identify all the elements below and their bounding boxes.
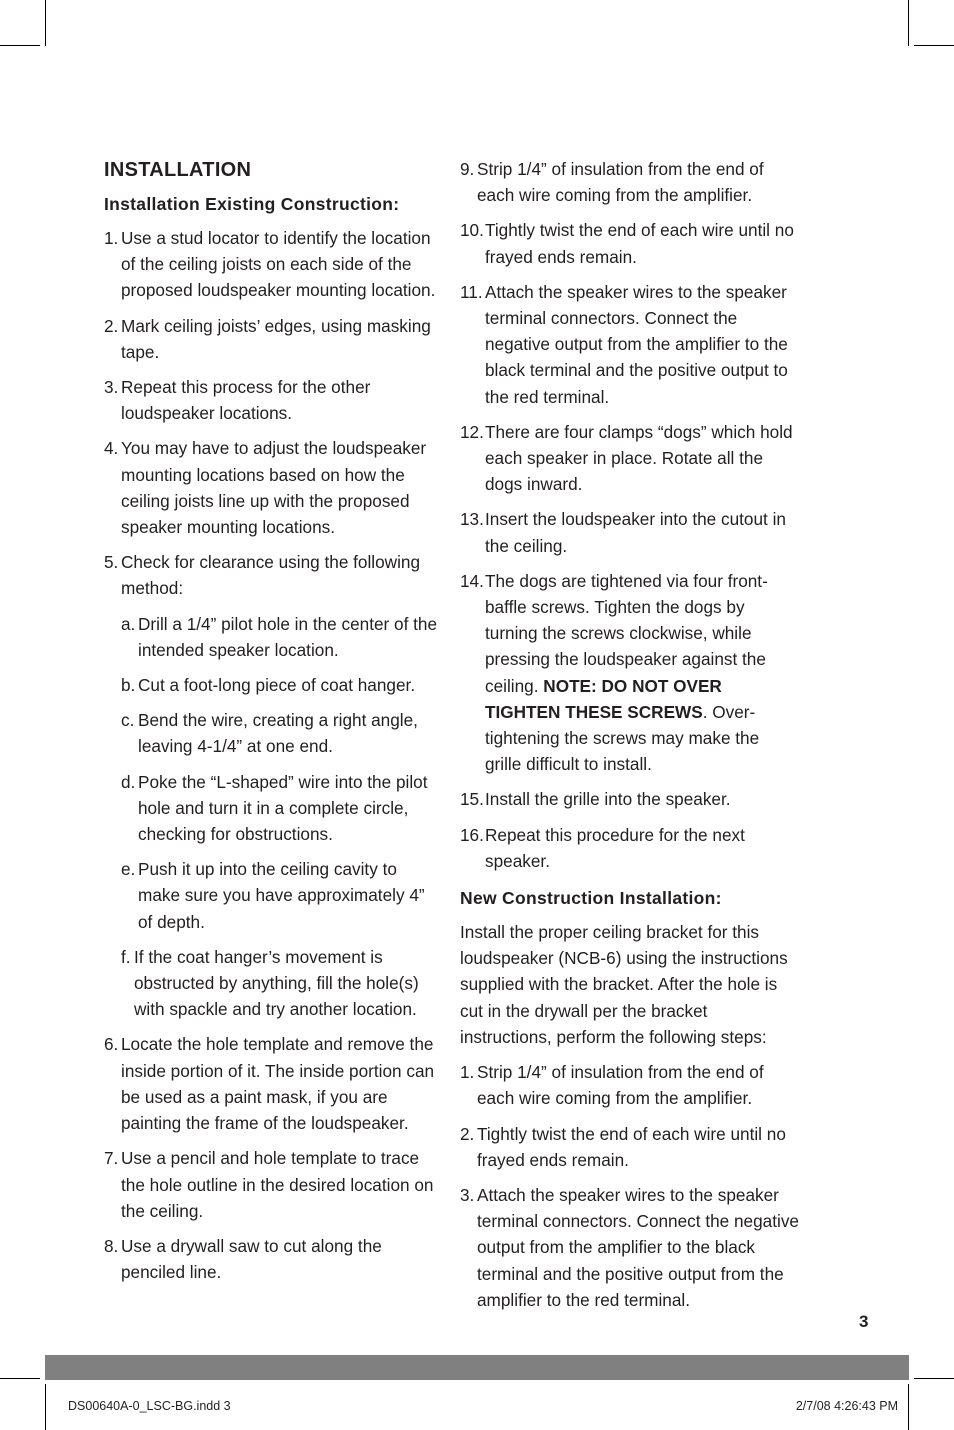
list-item: 3. Repeat this process for the other loudspeaker locations. bbox=[104, 377, 371, 424]
list-item: 4. You may have to adjust the loudspeaker mounting locations based on how the ceiling joists line up with the proposed speaker mounting locations. bbox=[104, 438, 427, 538]
list-item: 12. There are four clamps “dogs” which hold each speaker in place. Rotate all the dogs inward. bbox=[460, 421, 793, 495]
list-item: 9. Strip 1/4” of insulation from the end of each wire coming from the amplifier. bbox=[460, 159, 764, 206]
list-item: 6. Locate the hole template and remove the inside portion of it. The inside portion can be used as a paint mask, if you are painting the frame of the loudspeaker. bbox=[104, 1034, 435, 1134]
list-item: 11. Attach the speaker wires to the speaker terminal connectors. Connect the negative output from the amplifier to the black terminal and the positive output to the red terminal. bbox=[460, 281, 788, 407]
list-item: 1. Strip 1/4” of insulation from the end of each wire coming from the amplifier. bbox=[460, 1062, 764, 1109]
list-item: 14. The dogs are tightened via four front-baffle screws. Tighten the dogs by turning the screws clockwise, while pressing the loudspeaker against the ceiling. NOTE: DO NOT OVER TIGHTEN THESE SCREWS. Over-tightening the screws may make the grille difficult to install. bbox=[460, 570, 768, 775]
list-item: 8. Use a drywall saw to cut along the penciled line. bbox=[104, 1235, 382, 1283]
section-subtitle: Installation Existing Construction: bbox=[104, 194, 400, 214]
list-item: 1. Use a stud locator to identify the location of the ceiling joists on each side of the proposed loudspeaker mounting location. bbox=[104, 228, 436, 301]
list-item: 13. Insert the loudspeaker into the cutout in the ceiling. bbox=[460, 509, 786, 556]
footer-bar bbox=[45, 1355, 909, 1380]
crop-mark bbox=[45, 1384, 46, 1430]
file-name: DS00640A-0_LSC-BG.indd 3 bbox=[68, 1399, 231, 1413]
list-item: d. Poke the “L-shaped” wire into the pilot hole and turn it in a complete circle, checking for obstructions. bbox=[121, 771, 428, 845]
crop-mark bbox=[908, 1384, 909, 1430]
list-item: a. Drill a 1/4” pilot hole in the center of the intended speaker location. bbox=[121, 613, 438, 660]
crop-mark bbox=[914, 45, 954, 46]
list-item: 2. Tightly twist the end of each wire until no frayed ends remain. bbox=[460, 1123, 786, 1170]
crop-mark bbox=[914, 1378, 954, 1379]
list-item: 15. Install the grille into the speaker. bbox=[460, 789, 731, 810]
list-item: 10. Tightly twist the end of each wire until no frayed ends remain. bbox=[460, 220, 794, 267]
list-item: e. Push it up into the ceiling cavity to make sure you have approximately 4” of depth. bbox=[121, 859, 425, 932]
list-item: 16. Repeat this procedure for the next speaker. bbox=[460, 824, 745, 871]
substep-list bbox=[104, 611, 439, 1023]
timestamp: 2/7/08 4:26:43 PM bbox=[795, 1399, 898, 1413]
section-title: INSTALLATION bbox=[104, 159, 252, 181]
list-item: b. Cut a foot-long piece of coat hanger. bbox=[121, 675, 416, 696]
section-subtitle: New Construction Installation: bbox=[460, 888, 722, 909]
crop-mark bbox=[45, 0, 46, 46]
crop-mark bbox=[908, 0, 909, 46]
left-column bbox=[104, 156, 439, 1294]
crop-mark bbox=[0, 1378, 40, 1379]
list-item: c. Bend the wire, creating a right angle, leaving 4-1/4” at one end. bbox=[121, 710, 418, 757]
right-column bbox=[460, 156, 800, 1322]
intro-paragraph: Install the proper ceiling bracket for this loudspeaker (NCB-6) using the instructions supplied with the bracket. After the hole is cut in the drywall per the bracket instructions, perform the following steps: bbox=[460, 922, 788, 1047]
list-item: 7. Use a pencil and hole template to trace the hole outline in the desired location on the ceiling. bbox=[104, 1148, 434, 1221]
list-item: 2. Mark ceiling joists’ edges, using masking tape. bbox=[104, 315, 431, 362]
list-item: f. If the coat hanger’s movement is obstructed by anything, fill the hole(s) with spackle and try another location. bbox=[121, 946, 419, 1020]
list-item: 3. Attach the speaker wires to the speaker terminal connectors. Connect the negative output from the amplifier to the black terminal and the positive output from the amplifier to the red terminal. bbox=[460, 1184, 799, 1310]
list-item: 5. Check for clearance using the following method: bbox=[104, 552, 421, 599]
warning-note: NOTE: DO NOT OVER TIGHTEN THESE SCREWS bbox=[485, 675, 722, 722]
page-number: 3 bbox=[859, 1312, 869, 1331]
crop-mark bbox=[0, 45, 40, 46]
